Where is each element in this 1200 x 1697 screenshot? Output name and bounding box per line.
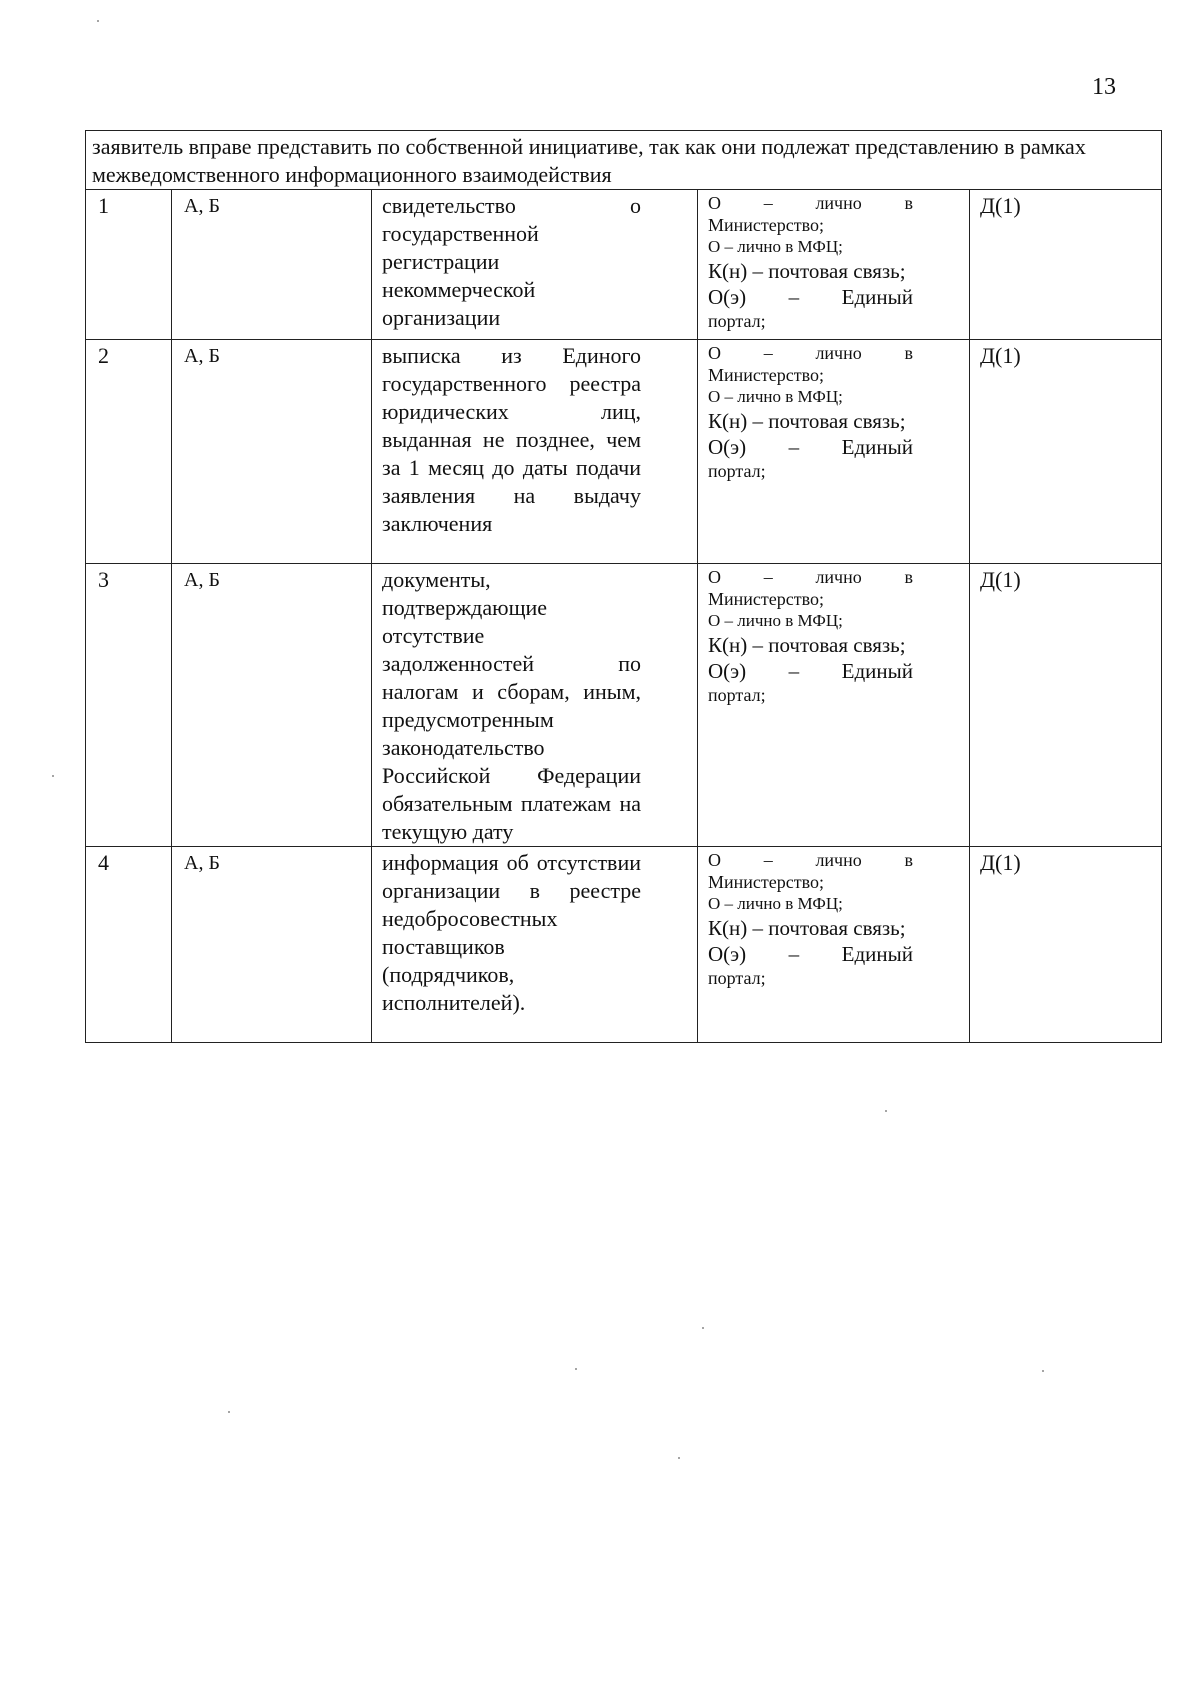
method-line-portal: [708, 658, 913, 684]
method-code: О(э): [708, 435, 747, 459]
method-line-ministry: Министерство;: [708, 365, 824, 385]
document-form: Д(1): [970, 340, 1162, 564]
method-dash: –: [763, 193, 773, 213]
method-line-in-person-ministry: [708, 342, 913, 364]
method-dash: –: [763, 567, 773, 587]
method-text: лично: [815, 343, 862, 363]
document-name: свидетельство о государственной регистрации некоммерческой организации: [372, 190, 698, 340]
row-number: 1: [86, 190, 172, 340]
row-number: 2: [86, 340, 172, 564]
method-text: Единый: [841, 285, 913, 309]
method-text: в: [904, 850, 913, 870]
document-form: Д(1): [970, 847, 1162, 1043]
method-text: лично: [815, 193, 862, 213]
applicant-category: А, Б: [172, 340, 372, 564]
method-dash: –: [788, 285, 800, 309]
method-line-mfc: О – лично в МФЦ;: [708, 894, 843, 913]
method-text: в: [904, 567, 913, 587]
method-line-post: К(н) – почтовая связь;: [708, 633, 906, 657]
applicant-category: А, Б: [172, 847, 372, 1043]
table-row: [86, 847, 1162, 1043]
applicant-category: А, Б: [172, 564, 372, 847]
submission-methods: [698, 847, 970, 1043]
document-name: информация об отсутствии организации в реестре недобросовестных поставщиков (подрядчиков, исполнителей).: [372, 847, 698, 1043]
method-line-post: К(н) – почтовая связь;: [708, 259, 906, 283]
submission-methods: [698, 190, 970, 340]
method-line-mfc: О – лично в МФЦ;: [708, 237, 843, 256]
scan-speck: [228, 1411, 230, 1413]
document-form: Д(1): [970, 564, 1162, 847]
document-form: Д(1): [970, 190, 1162, 340]
scan-speck: [1042, 1370, 1044, 1372]
table-row: [86, 564, 1162, 847]
method-text: в: [904, 193, 913, 213]
table-row: [86, 340, 1162, 564]
document-name: выписка из Единого государственного реестра юридических лиц, выданная не позднее, чем за 1 месяц до даты подачи заявления на выдачу заключения: [372, 340, 698, 564]
method-line-ministry: Министерство;: [708, 215, 824, 235]
table-section-header: заявитель вправе представить по собственной инициативе, так как они подлежат представлению в рамках межведомственного информационного взаимодействия: [86, 131, 1162, 190]
method-line-post: К(н) – почтовая связь;: [708, 409, 906, 433]
scan-speck: [97, 20, 99, 22]
method-line-portal-end: портал;: [708, 968, 766, 988]
method-text: Единый: [841, 659, 913, 683]
method-code: О(э): [708, 285, 747, 309]
method-dash: –: [763, 343, 773, 363]
method-line-ministry: Министерство;: [708, 589, 824, 609]
method-dash: –: [788, 659, 800, 683]
method-dash: –: [788, 435, 800, 459]
method-line-in-person-ministry: [708, 849, 913, 871]
submission-methods: [698, 564, 970, 847]
method-code: О: [708, 850, 721, 870]
method-code: О: [708, 343, 721, 363]
scan-speck: [575, 1368, 577, 1370]
method-line-mfc: О – лично в МФЦ;: [708, 611, 843, 630]
method-line-portal-end: портал;: [708, 311, 766, 331]
method-line-ministry: Министерство;: [708, 872, 824, 892]
submission-methods: [698, 340, 970, 564]
document-name: документы, подтверждающие отсутствие задолженностей по налогам и сборам, иным, предусмотренным законодательство Российской Федерации обязательным платежам на текущую дату: [372, 564, 698, 847]
method-line-portal-end: портал;: [708, 685, 766, 705]
method-line-portal: [708, 941, 913, 967]
method-line-in-person-ministry: [708, 566, 913, 588]
scan-speck: [52, 775, 54, 777]
page-number: 13: [1092, 74, 1116, 100]
row-number: 3: [86, 564, 172, 847]
method-code: О(э): [708, 659, 747, 683]
scan-speck: [702, 1327, 704, 1329]
method-code: О(э): [708, 942, 747, 966]
method-code: О: [708, 567, 721, 587]
method-dash: –: [763, 850, 773, 870]
method-text: Единый: [841, 942, 913, 966]
table-header-row: [86, 131, 1162, 190]
method-text: Единый: [841, 435, 913, 459]
method-dash: –: [788, 942, 800, 966]
method-line-portal: [708, 434, 913, 460]
scan-speck: [885, 1110, 887, 1112]
method-code: О: [708, 193, 721, 213]
method-line-in-person-ministry: [708, 192, 913, 214]
method-line-portal: [708, 284, 913, 310]
applicant-category: А, Б: [172, 190, 372, 340]
method-line-post: К(н) – почтовая связь;: [708, 916, 906, 940]
method-line-mfc: О – лично в МФЦ;: [708, 387, 843, 406]
table-row: [86, 190, 1162, 340]
method-text: лично: [815, 567, 862, 587]
method-text: в: [904, 343, 913, 363]
scan-speck: [678, 1457, 680, 1459]
method-text: лично: [815, 850, 862, 870]
documents-table: [85, 130, 1162, 1043]
method-line-portal-end: портал;: [708, 461, 766, 481]
row-number: 4: [86, 847, 172, 1043]
